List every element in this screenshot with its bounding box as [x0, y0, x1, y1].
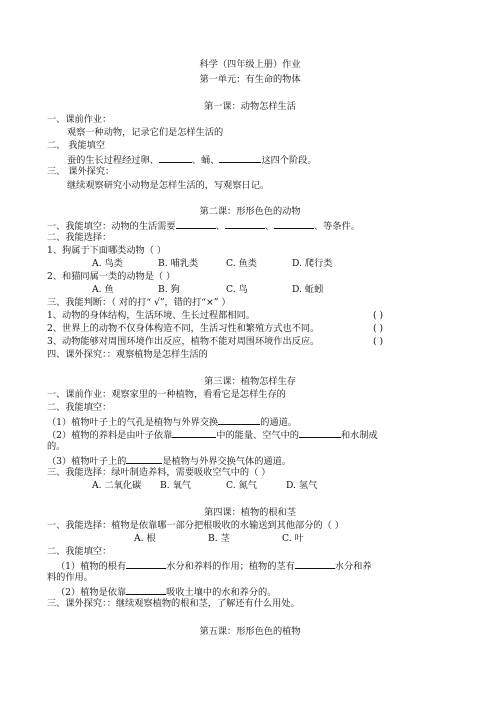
lesson3-fill-2 [47, 428, 378, 442]
lesson4-fill-2 [56, 585, 276, 599]
worksheet-title: 科学（四年级上册）作业 [199, 59, 301, 70]
answer-paren[interactable]: ( ) [373, 310, 384, 321]
lesson3-fill-3 [47, 454, 291, 468]
fill-text: 这四个阶段。 [261, 155, 317, 166]
lesson2-title: 第二课：形形色色的动物 [199, 206, 301, 217]
fill-text: 、 [215, 221, 225, 232]
lesson4-title: 第四课：植物的根和茎 [204, 507, 296, 518]
answer-blank[interactable] [126, 559, 166, 569]
answer-paren[interactable]: ( ) [373, 323, 384, 334]
answer-blank[interactable] [159, 153, 192, 163]
option-d[interactable]: D. 爬行类 [292, 258, 333, 269]
lesson4-options [134, 533, 304, 545]
fill-text: 蚕的生长过程经过卵、 [67, 155, 159, 166]
option-a[interactable]: A. 根 [134, 533, 156, 544]
lesson2-q2: 2、和猫同属一类的动物是（ ） [47, 271, 176, 282]
option-c[interactable]: C. 鸟 [226, 284, 248, 295]
lesson4-explore: 三、课外探究：：继续观察植物的根和茎，了解还有什么用处。 [47, 598, 300, 609]
fill-text: 的通道。 [260, 417, 297, 428]
fill-text: 水分和养 [334, 561, 372, 572]
fill-text: 、等条件。 [314, 221, 360, 232]
lesson2-q1-options [92, 258, 332, 270]
fill-text: 水分和养料的作用；植物的茎有 [166, 561, 295, 572]
lesson2-q2-options [92, 284, 323, 296]
lesson4-fill-head: 二、我能填空： [47, 546, 112, 557]
option-a[interactable]: A. 鸟类 [92, 258, 123, 269]
lesson1-explore-head: 三、 课外探究： [47, 166, 115, 177]
answer-blank[interactable] [126, 454, 162, 464]
fill-text: 吸收土壤中的水和养分的。 [166, 587, 277, 598]
answer-blank[interactable] [218, 415, 260, 425]
answer-blank[interactable] [176, 219, 216, 229]
fill-text: （1）植物叶子上的气孔是植物与外界交换 [47, 417, 219, 428]
fill-text: 、 [264, 221, 274, 232]
answer-blank[interactable] [219, 153, 261, 163]
lesson3-title: 第三课：植物怎样生存 [204, 376, 296, 387]
lesson3-fill-head: 二、我能填空： [47, 402, 112, 413]
lesson1-pre-text: 观察一种动物，记录它们是怎样生活的 [67, 127, 224, 138]
lesson2-judge-3: 3、动物能够对周围环境作出反应，植物不能对周围环境作出反应。 [47, 336, 320, 347]
lesson2-judge-2: 2、世界上的动物不仅身体构造不同，生活习性和繁殖方式也不同。 [47, 323, 320, 334]
lesson3-pre: 一、课前作业：观察家里的一种植物，看看它是怎样生存的 [47, 389, 286, 400]
lesson3-fill-2-cont: 的。 [47, 441, 66, 452]
fill-text: （3）植物叶子上的 [47, 456, 127, 467]
option-b[interactable]: B. 茎 [208, 533, 230, 544]
lesson1-explore-text: 继续观察研究小动物是怎样生活的，写观察日记。 [67, 180, 270, 191]
lesson2-judge-1: 1、动物的身体结构，生活环境、生长过程都相同。 [47, 310, 255, 321]
fill-text: 是植物与外界交换气体的通道。 [162, 456, 291, 467]
option-b[interactable]: B. 狗 [158, 284, 180, 295]
answer-blank[interactable] [274, 219, 314, 229]
answer-blank[interactable] [126, 585, 166, 595]
lesson3-choose: 三、我能选择：绿叶制造养料，需要吸收空气中的（ ） [47, 467, 271, 478]
fill-text: （2）植物是依靠 [56, 587, 127, 598]
option-a[interactable]: A. 鱼 [92, 284, 114, 295]
option-c[interactable]: C. 氮气 [226, 480, 257, 491]
option-c[interactable]: C. 叶 [282, 533, 304, 544]
fill-text: 、蛹、 [191, 155, 220, 166]
lesson1-fill-head: 二、 我能填空 [47, 140, 106, 151]
fill-text: （1）植物的根有 [56, 561, 127, 572]
lesson2-explore: 四、课外探究：：观察植物是怎样生活的 [47, 349, 208, 360]
lesson3-fill-1 [47, 415, 297, 429]
answer-paren[interactable]: ( ) [373, 336, 384, 347]
option-a[interactable]: A. 二氧化碳 [92, 480, 142, 491]
option-d[interactable]: D. 蚯蚓 [292, 284, 324, 295]
unit-title: 第一单元：有生命的物体 [199, 74, 301, 85]
answer-blank[interactable] [172, 428, 216, 438]
option-b[interactable]: B. 氧气 [160, 480, 191, 491]
lesson1-title: 第一课：动物怎样生活 [204, 101, 296, 112]
lesson1-fill-line [67, 153, 317, 167]
option-d[interactable]: D. 氢气 [286, 480, 318, 491]
lesson1-pre-head: 一、课前作业： [47, 114, 112, 125]
fill-text: 和水制成 [340, 430, 378, 441]
lesson2-judge-head: 三、我能判断：（ 对的打“ √”，错的打“×” ） [47, 297, 231, 308]
answer-blank[interactable] [295, 559, 335, 569]
fill-text: 一、我能填空：动物的生活需要 [47, 221, 176, 232]
answer-blank[interactable] [299, 428, 341, 438]
lesson5-title: 第五课：形形色色的植物 [199, 626, 301, 637]
lesson2-q1: 1、狗属于下面哪类动物（ ） [47, 245, 167, 256]
lesson2-choose-head: 二、我能选择： [47, 232, 112, 243]
lesson4-fill-1 [56, 559, 372, 573]
answer-blank[interactable] [225, 219, 265, 229]
lesson3-options [92, 480, 317, 492]
fill-text: 中的能量、空气中的 [216, 430, 299, 441]
lesson2-fill-line [47, 219, 360, 233]
option-c[interactable]: C. 鱼类 [226, 258, 257, 269]
option-b[interactable]: B. 哺乳类 [158, 258, 199, 269]
lesson4-choose: 一、我能选择：植物是依靠哪一部分把根吸收的水输送到其他部分的（ ） [47, 520, 344, 531]
lesson4-fill-1-cont: 料的作用。 [47, 572, 93, 583]
fill-text: （2）植物的养料是由叶子依靠 [47, 430, 173, 441]
